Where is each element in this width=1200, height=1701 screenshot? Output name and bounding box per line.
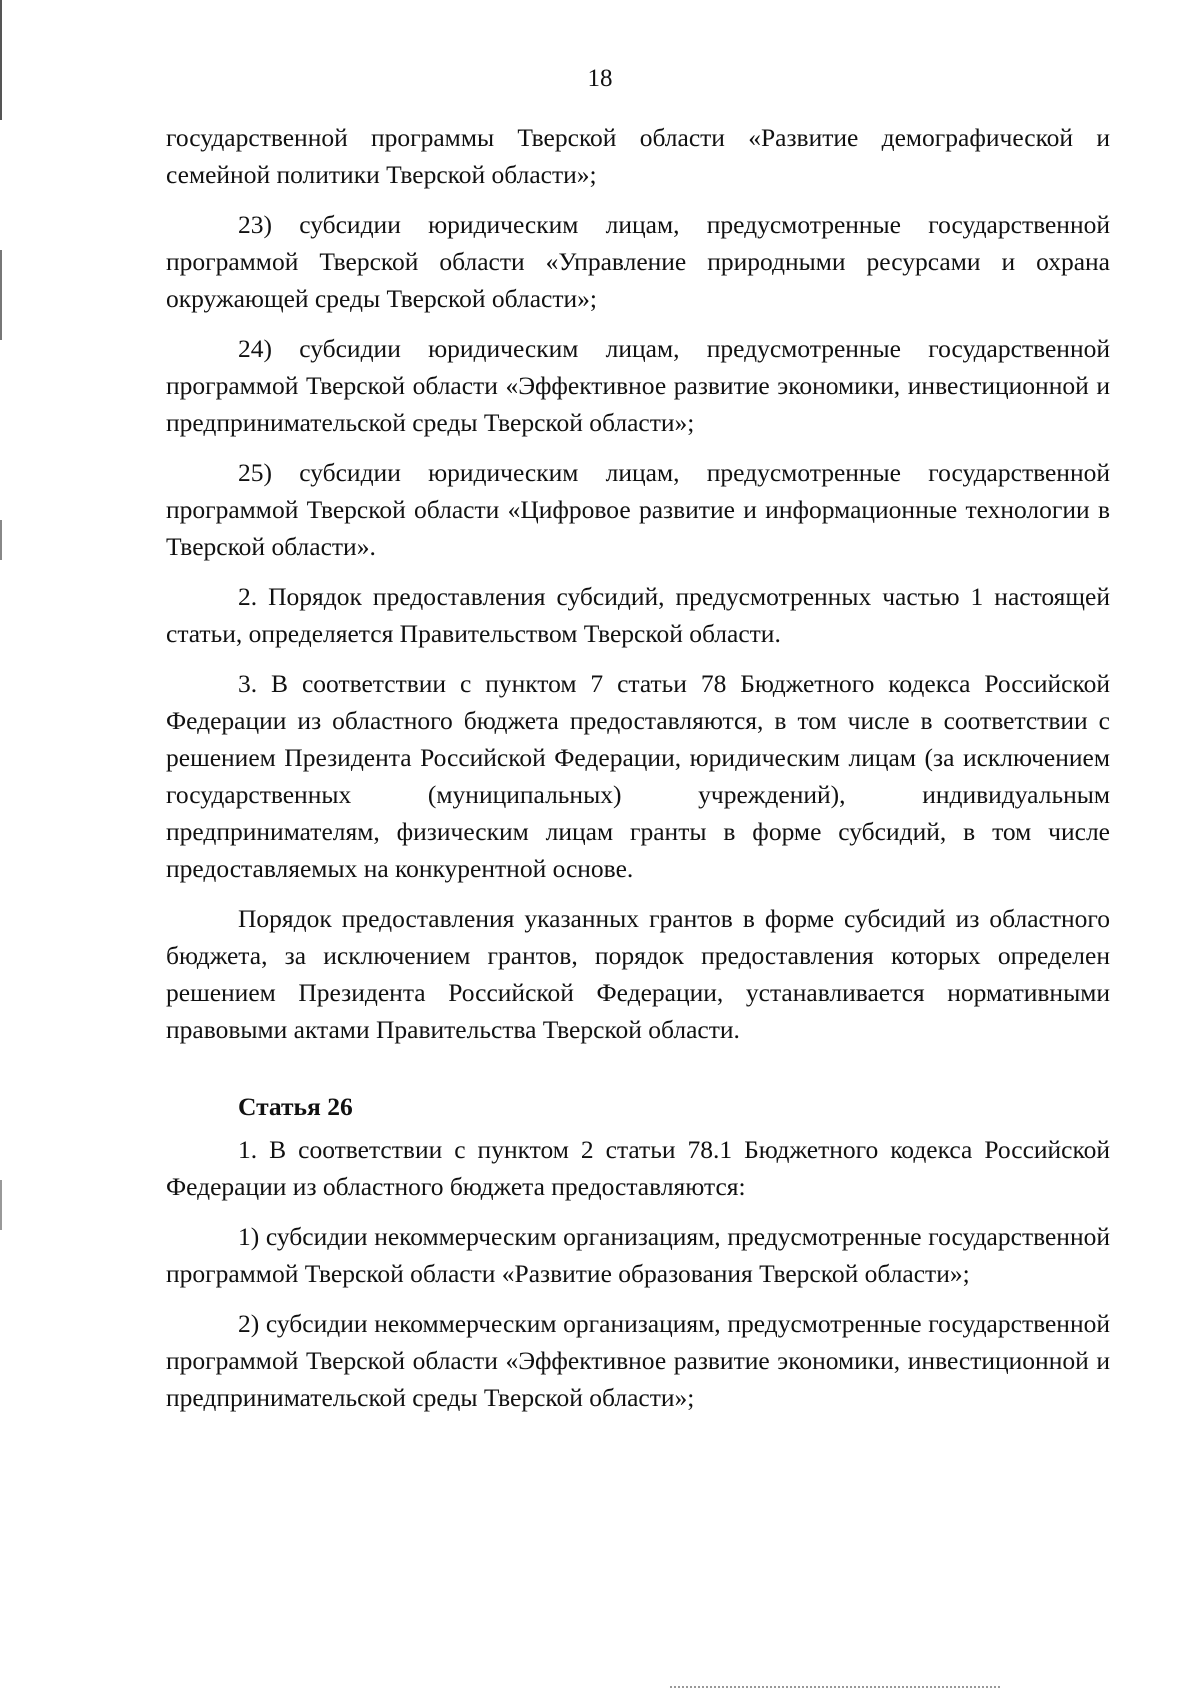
paragraph-article-26-part-1: 1. В соответствии с пунктом 2 статьи 78.1 Бюджетного кодекса Российской Федерации из областного бюджета предоставляются:: [166, 1135, 1110, 1201]
paragraph-part-3: 3. В соответствии с пунктом 7 статьи 78 Бюджетного кодекса Российской Федерации из областного бюджета предоставляются, в том числе в соответствии с решением Президента Российской Федерации, юридическим лицам (за исключением государственных (муниципальных) учреждений), индивидуальным предпринимателям, физическим лицам гранты в форме субсидий, в том числе предоставляемых на конкурентной основе.: [166, 669, 1110, 883]
page-number: 18: [587, 65, 613, 92]
document-body: [166, 119, 1110, 1429]
paragraph-item-23: 23) субсидии юридическим лицам, предусмотренные государственной программой Тверской области «Управление природными ресурсами и охрана окружающей среды Тверской области»;: [166, 210, 1110, 313]
paragraph-item-24: 24) субсидии юридическим лицам, предусмотренные государственной программой Тверской области «Эффективное развитие экономики, инвестиционной и предпринимательской среды Тверской области»;: [166, 334, 1110, 437]
paragraph-continuation: государственной программы Тверской области «Развитие демографической и семейной политики Тверской области»;: [166, 123, 1110, 189]
paragraph-article-26-item-2: 2) субсидии некоммерческим организациям, предусмотренные государственной программой Тверской области «Эффективное развитие экономики, инвестиционной и предпринимательской среды Тверской области»;: [166, 1309, 1110, 1412]
paragraph-part-3-grants: Порядок предоставления указанных грантов в форме субсидий из областного бюджета, за исключением грантов, порядок предоставления которых определен решением Президента Российской Федерации, устанавливается нормативными правовыми актами Правительства Тверской области.: [166, 904, 1110, 1044]
paragraph-item-25: 25) субсидии юридическим лицам, предусмотренные государственной программой Тверской области «Цифровое развитие и информационные технологии в Тверской области».: [166, 458, 1110, 561]
paragraph-article-26-item-1: 1) субсидии некоммерческим организациям, предусмотренные государственной программой Тверской области «Развитие образования Тверской области»;: [166, 1222, 1110, 1288]
scan-edge-marks: [0, 0, 2, 1701]
scan-footer-dots: [670, 1686, 1000, 1688]
article-heading: Статья 26: [238, 1092, 353, 1121]
paragraph-part-2: 2. Порядок предоставления субсидий, предусмотренных частью 1 настоящей статьи, определяется Правительством Тверской области.: [166, 582, 1110, 648]
